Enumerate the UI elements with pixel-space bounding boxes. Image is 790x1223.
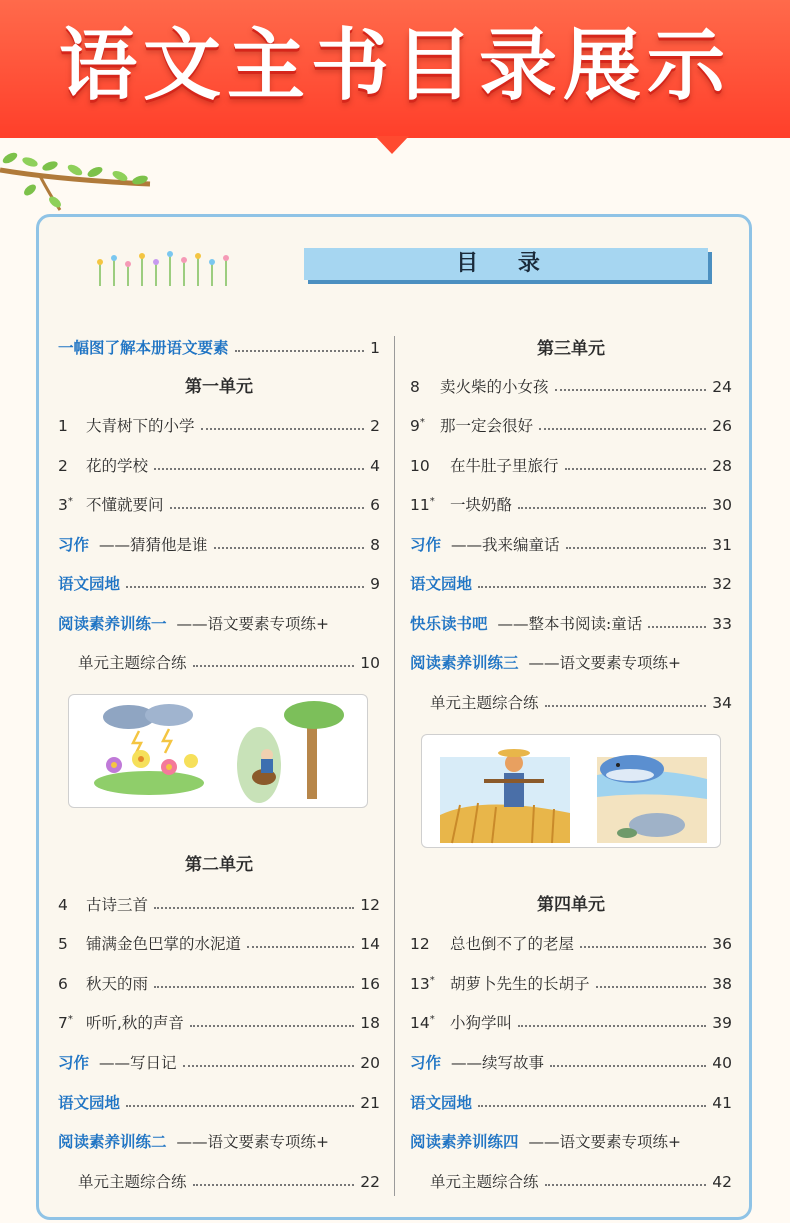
toc-entry-training[interactable]: 阅读素养训练四 ——语文要素专项练+ <box>410 1133 682 1151</box>
toc-heading: 目 录 <box>304 248 708 280</box>
toc-entry[interactable]: 13* 胡萝卜先生的长胡子 38 <box>410 974 732 993</box>
toc-entry[interactable]: 8 卖火柴的小女孩 24 <box>410 378 732 396</box>
toc-entry-training-cont[interactable]: 单元主题综合练 10 <box>78 654 380 672</box>
toc-entry-intro[interactable]: 一幅图了解本册语文要素 1 <box>58 339 380 357</box>
toc-entry[interactable]: 1 大青树下的小学 2 <box>58 417 380 435</box>
toc-entry-training[interactable]: 阅读素养训练三 ——语文要素专项练+ <box>410 654 682 672</box>
toc-entry[interactable]: 2 花的学校 4 <box>58 457 380 475</box>
toc-entry-training-cont[interactable]: 单元主题综合练 42 <box>430 1173 732 1191</box>
banner-pointer <box>375 136 409 154</box>
toc-entry[interactable]: 14* 小狗学叫 39 <box>410 1013 732 1032</box>
unit-title: 第二单元 <box>185 855 253 875</box>
toc-entry[interactable]: 6 秋天的雨 16 <box>58 975 380 993</box>
page-title: 语文主书目录展示 <box>58 21 731 111</box>
toc-entry-training-cont[interactable]: 单元主题综合练 34 <box>430 694 732 712</box>
toc-entry[interactable]: 11* 一块奶酪 30 <box>410 495 732 514</box>
toc-entry-yuandi[interactable]: 语文园地 9 <box>58 575 380 593</box>
unit1-illustration <box>68 694 368 808</box>
branch-illustration <box>0 140 160 220</box>
toc-entry-xizuo[interactable]: 习作 ——猜猜他是谁 8 <box>58 536 380 554</box>
toc-entry[interactable]: 7* 听听,秋的声音 18 <box>58 1013 380 1032</box>
unit-title: 第四单元 <box>537 895 605 915</box>
toc-entry[interactable]: 3* 不懂就要问 6 <box>58 495 380 514</box>
toc-entry-training-cont[interactable]: 单元主题综合练 22 <box>78 1173 380 1191</box>
toc-entry-training[interactable]: 阅读素养训练一 ——语文要素专项练+ <box>58 615 330 633</box>
flowers-decoration <box>92 250 242 290</box>
toc-entry-xizuo[interactable]: 习作 ——续写故事 40 <box>410 1054 732 1072</box>
unit3-illustration <box>421 734 721 848</box>
toc-entry-yuandi[interactable]: 语文园地 41 <box>410 1094 732 1112</box>
toc-entry-xizuo[interactable]: 习作 ——我来编童话 31 <box>410 536 732 554</box>
toc-entry[interactable]: 9* 那一定会很好 26 <box>410 416 732 435</box>
toc-entry-yuandi[interactable]: 语文园地 21 <box>58 1094 380 1112</box>
toc-entry-training[interactable]: 阅读素养训练二 ——语文要素专项练+ <box>58 1133 330 1151</box>
toc-entry[interactable]: 10 在牛肚子里旅行 28 <box>410 457 732 475</box>
unit-title: 第三单元 <box>537 339 605 359</box>
toc-entry[interactable]: 5 铺满金色巴掌的水泥道 14 <box>58 935 380 953</box>
column-divider <box>394 336 395 1196</box>
toc-entry-xizuo[interactable]: 习作 ——写日记 20 <box>58 1054 380 1072</box>
unit-title: 第一单元 <box>185 377 253 397</box>
toc-entry-kuaile[interactable]: 快乐读书吧 ——整本书阅读:童话 33 <box>410 615 732 633</box>
toc-entry[interactable]: 12 总也倒不了的老屋 36 <box>410 935 732 953</box>
toc-entry-yuandi[interactable]: 语文园地 32 <box>410 575 732 593</box>
toc-entry[interactable]: 4 古诗三首 12 <box>58 896 380 914</box>
